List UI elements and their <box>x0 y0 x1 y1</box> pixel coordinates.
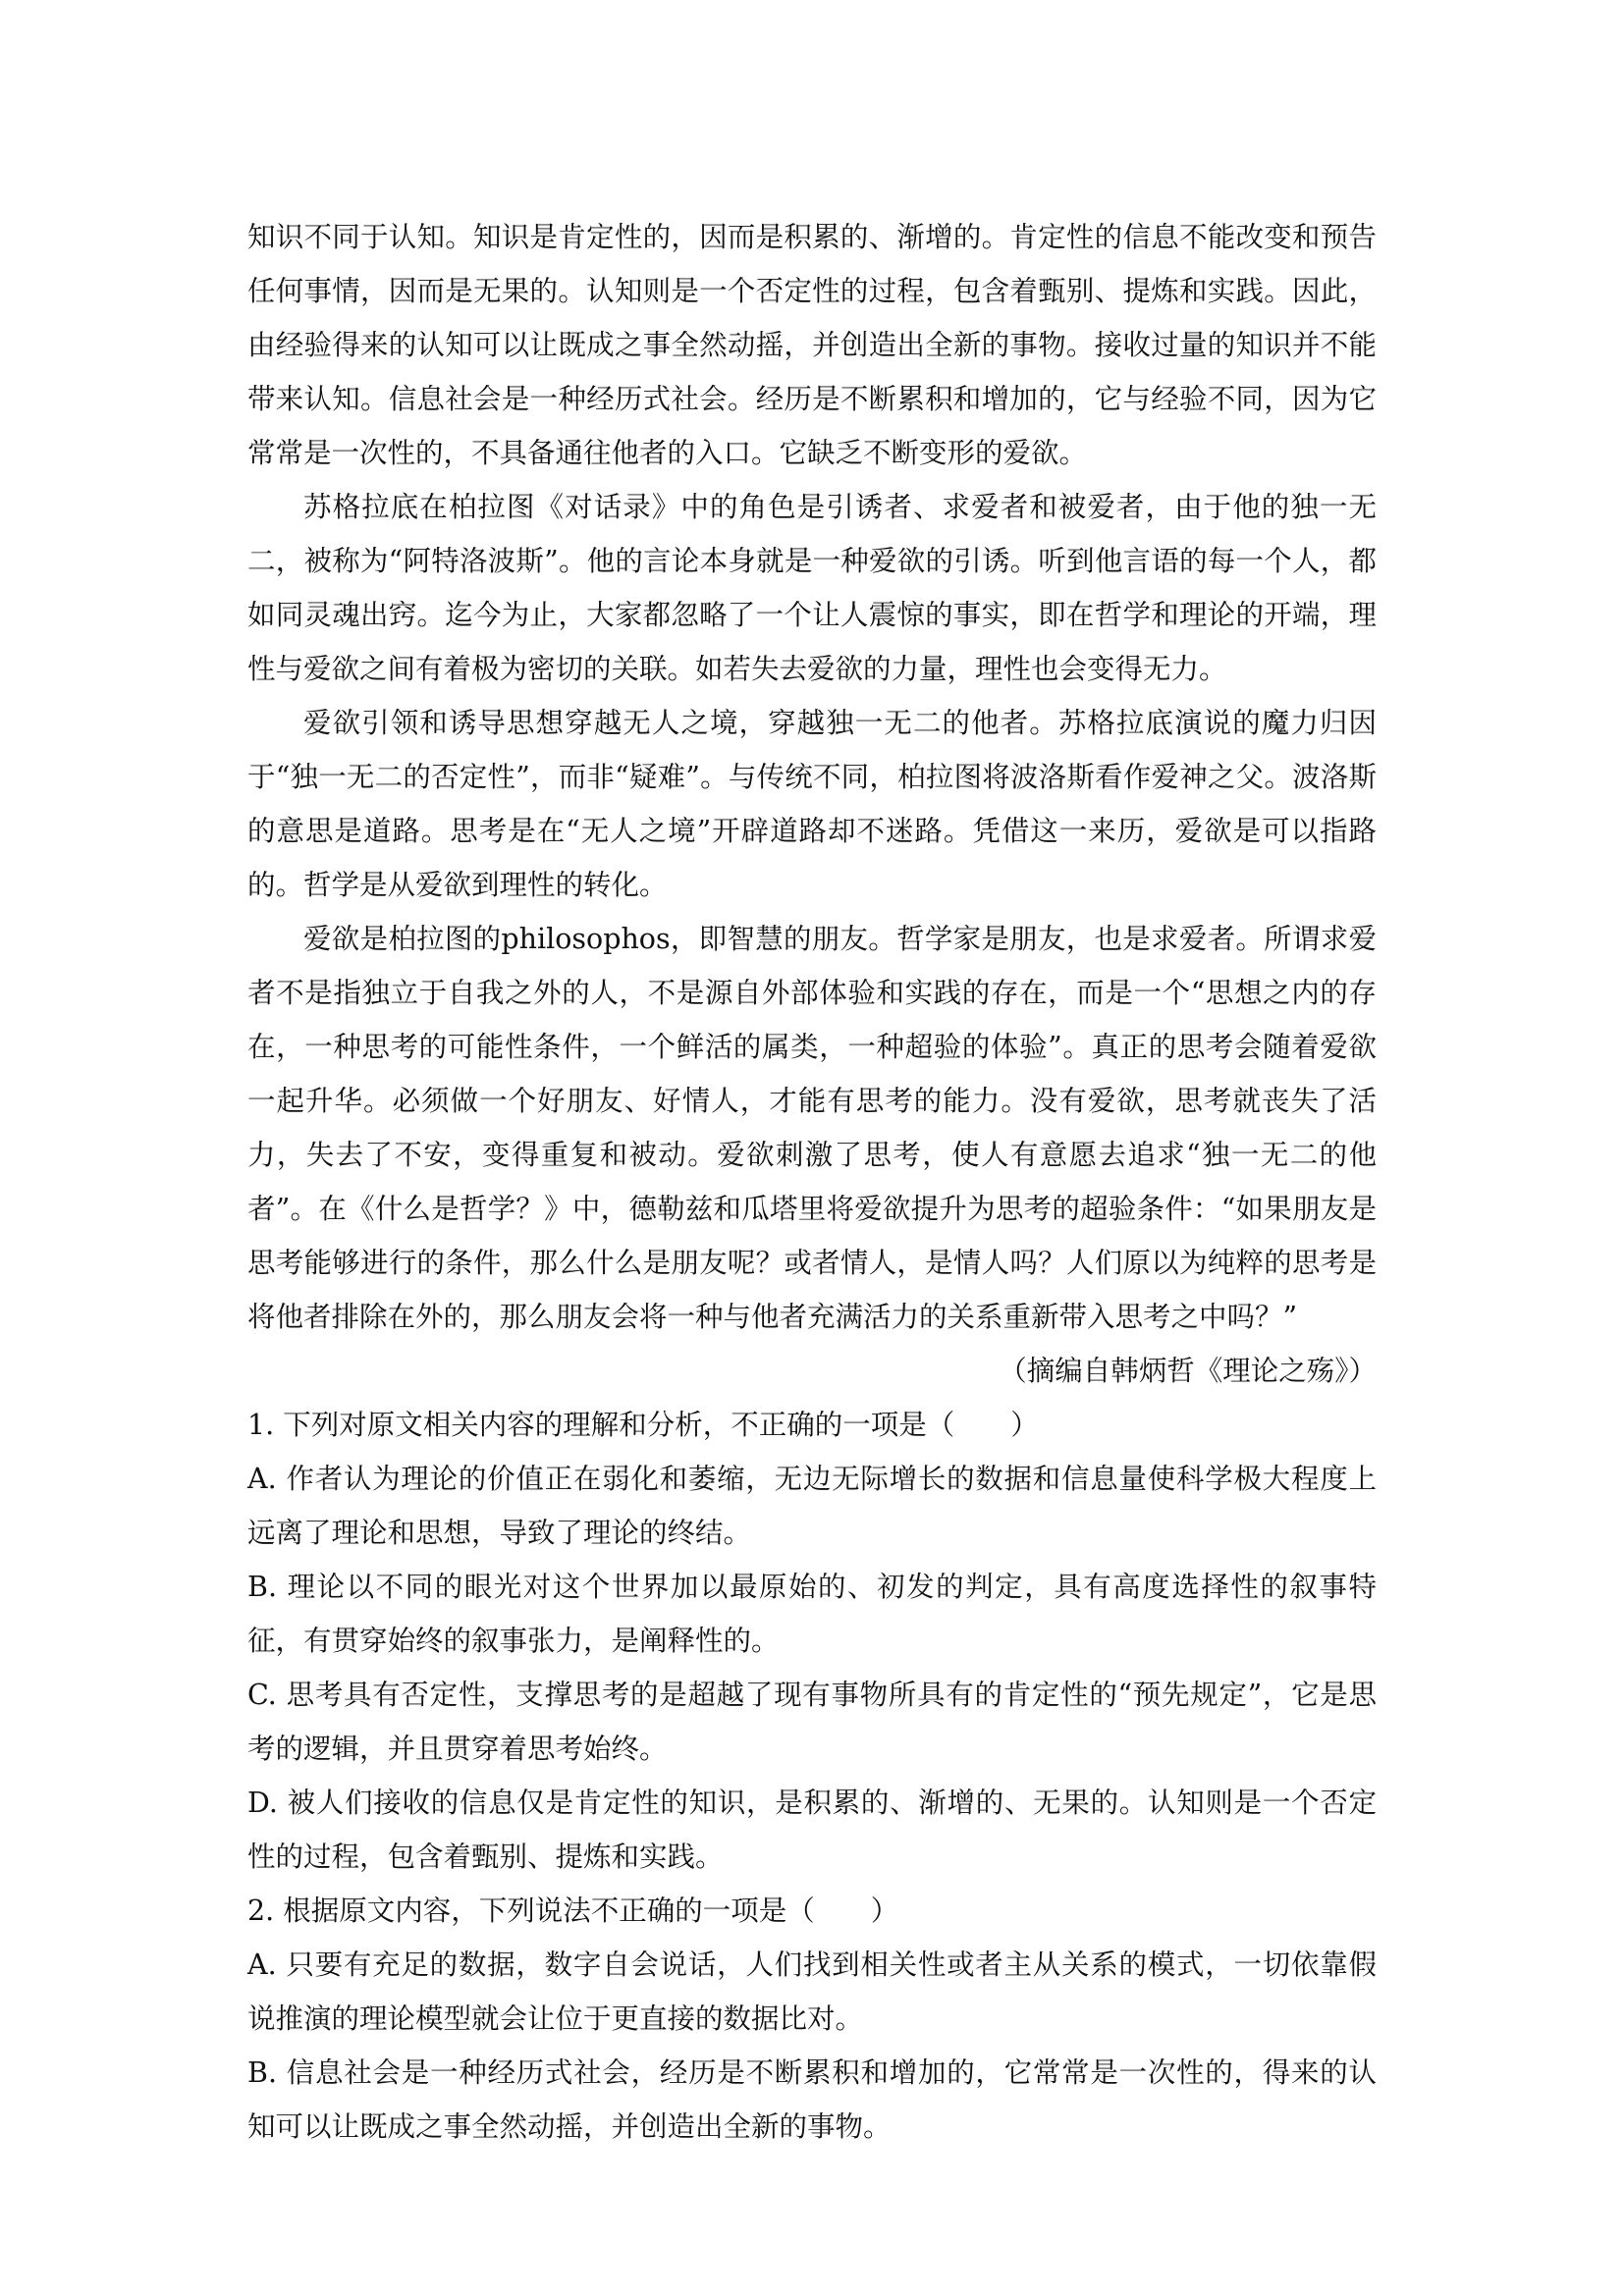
passage-source: （摘编自韩炳哲《理论之殇》） <box>999 1355 1377 1387</box>
question-1-option-d: D. 被人们接收的信息仅是肯定性的知识，是积累的、渐增的、无果的。认知则是一个否定性的过程，包含着甄别、提炼和实践。 <box>247 1787 1377 1873</box>
passage-paragraph-2: 苏格拉底在柏拉图《对话录》中的角色是引诱者、求爱者和被爱者，由于他的独一无二，被称为“阿特洛波斯”。他的言论本身就是一种爱欲的引诱。听到他言语的每一个人，都如同灵魂出窍。迄今为止，大家都忽略了一个让人震惊的事实，即在哲学和理论的开端，理性与爱欲之间有着极为密切的关联。如若失去爱欲的力量，理性也会变得无力。 <box>247 491 1377 685</box>
question-2-option-a: A. 只要有充足的数据，数字自会说话，人们找到相关性或者主从关系的模式，一切依靠假说推演的理论模型就会让位于更直接的数据比对。 <box>247 1949 1377 2035</box>
question-1-option-b: B. 理论以不同的眼光对这个世界加以最原始的、初发的判定，具有高度选择性的叙事特征，有贯穿始终的叙事张力，是阐释性的。 <box>247 1571 1377 1657</box>
question-2-stem: 2. 根据原文内容，下列说法不正确的一项是（ ） <box>247 1895 899 1927</box>
passage-paragraph-4: 爱欲是柏拉图的philosophos，即智慧的朋友。哲学家是朋友，也是求爱者。所谓求爱者不是指独立于自我之外的人，不是源自外部体验和实践的存在，而是一个“思想之内的存在，一种思考的可能性条件，一个鲜活的属类，一种超验的体验”。真正的思考会随着爱欲一起升华。必须做一个好朋友、好情人，才能有思考的能力。没有爱欲，思考就丧失了活力，失去了不安，变得重复和被动。爱欲刺激了思考，使人有意愿去追求“独一无二的他者”。在《什么是哲学？》中，德勒兹和瓜塔里将爱欲提升为思考的超验条件：“如果朋友是思考能够进行的条件，那么什么是朋友呢？或者情人，是情人吗？人们原以为纯粹的思考是将他者排除在外的，那么朋友会将一种与他者充满活力的关系重新带入思考之中吗？” <box>247 923 1377 1333</box>
passage-paragraph-3: 爱欲引领和诱导思想穿越无人之境，穿越独一无二的他者。苏格拉底演说的魔力归因于“独一无二的否定性”，而非“疑难”。与传统不同，柏拉图将波洛斯看作爱神之父。波洛斯的意思是道路。思考是在“无人之境”开辟道路却不迷路。凭借这一来历，爱欲是可以指路的。哲学是从爱欲到理性的转化。 <box>247 707 1377 901</box>
question-1-stem: 1. 下列对原文相关内容的理解和分析，不正确的一项是（ ） <box>247 1409 1039 1441</box>
passage-paragraph-1: 知识不同于认知。知识是肯定性的，因而是积累的、渐增的。肯定性的信息不能改变和预告任何事情，因而是无果的。认知则是一个否定性的过程，包含着甄别、提炼和实践。因此，由经验得来的认知可以让既成之事全然动摇，并创造出全新的事物。接收过量的知识并不能带来认知。信息社会是一种经历式社会。经历是不断累积和增加的，它与经验不同，因为它常常是一次性的，不具备通往他者的入口。它缺乏不断变形的爱欲。 <box>247 221 1377 469</box>
question-1-option-a: A. 作者认为理论的价值正在弱化和萎缩，无边无际增长的数据和信息量使科学极大程度上远离了理论和思想，导致了理论的终结。 <box>247 1463 1377 1549</box>
question-2-option-b: B. 信息社会是一种经历式社会，经历是不断累积和增加的，它常常是一次性的，得来的认知可以让既成之事全然动摇，并创造出全新的事物。 <box>247 2056 1377 2143</box>
question-1-option-c: C. 思考具有否定性，支撑思考的是超越了现有事物所具有的肯定性的“预先规定”，它是思考的逻辑，并且贯穿着思考始终。 <box>247 1679 1377 1765</box>
document-page <box>247 210 1377 2154</box>
